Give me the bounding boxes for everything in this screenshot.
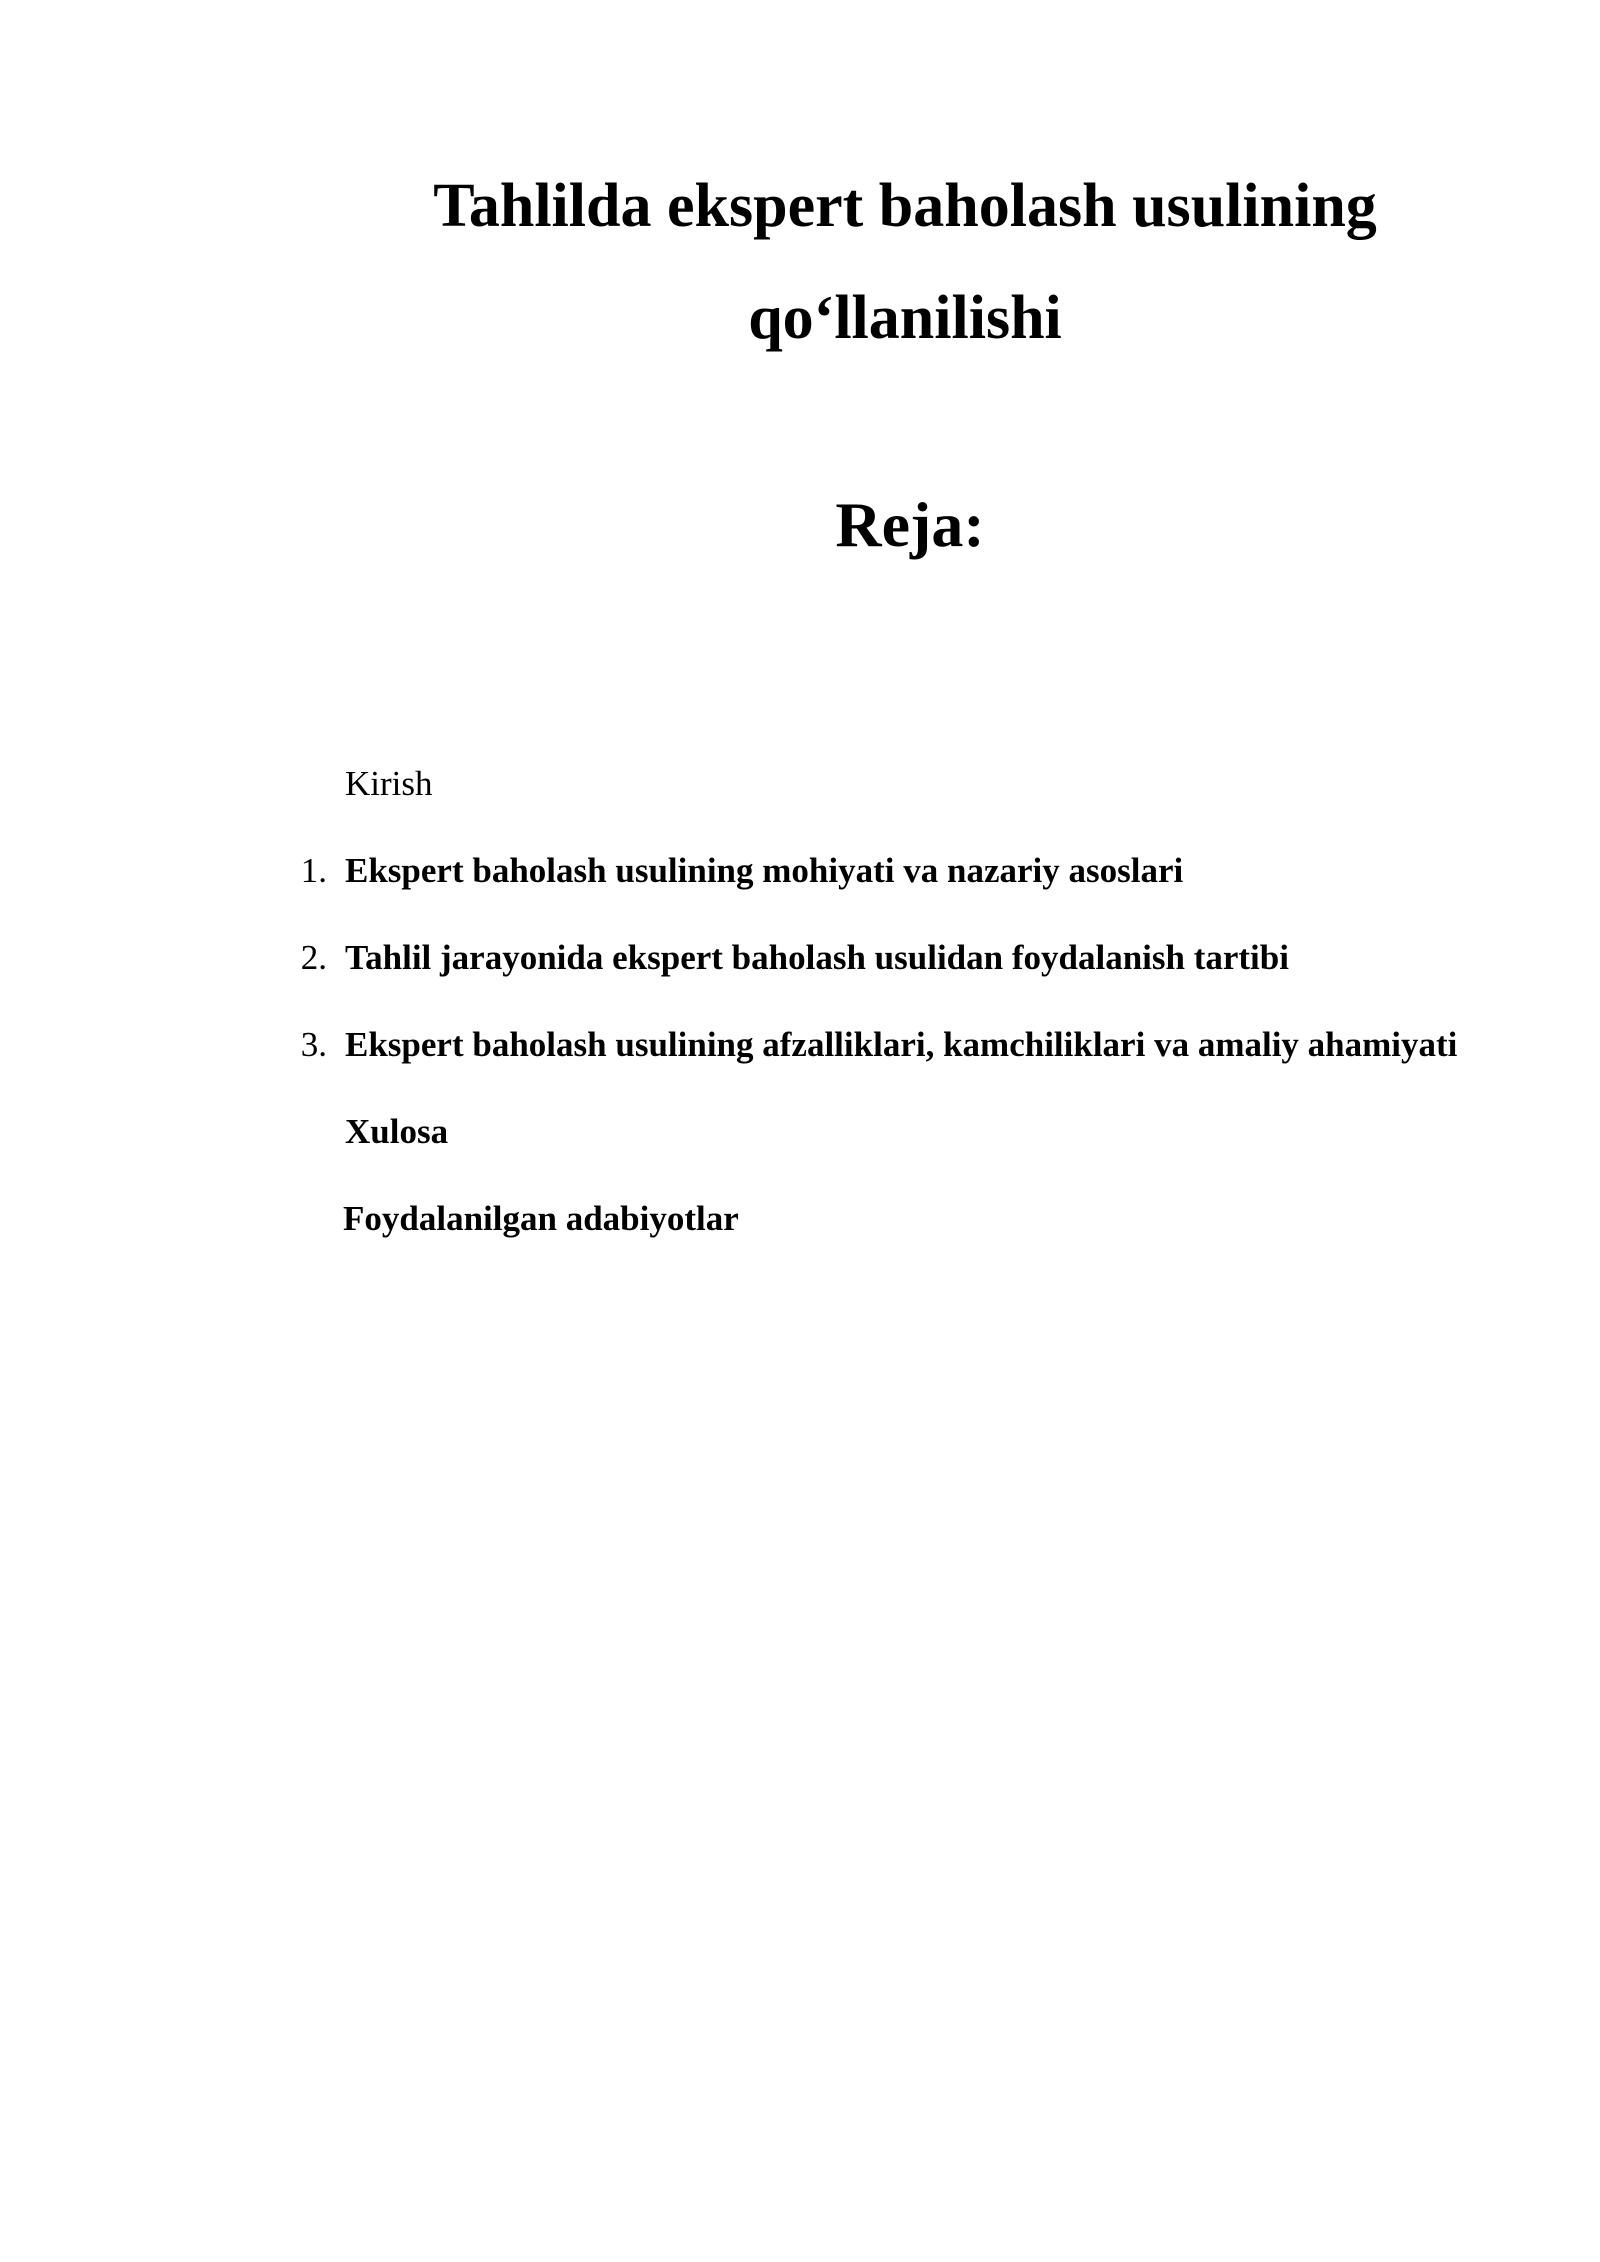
title-line-2: qo‘llanilishi <box>748 284 1062 352</box>
plan-item-number: 3. <box>300 1025 327 1064</box>
plan-references <box>272 1175 1487 1262</box>
plan-intro-text: Kirish <box>345 764 433 803</box>
plan-item-number: 2. <box>300 938 327 977</box>
document-title <box>380 150 1430 374</box>
plan-intro <box>272 740 1487 827</box>
plan-item <box>272 1001 1487 1088</box>
plan-item-text: Ekspert baholash usulining afzalliklari, kamchiliklari va amaliy ahamiyati <box>345 1025 1458 1064</box>
plan-heading: Reja: <box>835 489 985 560</box>
plan-item <box>272 914 1487 1001</box>
plan-item-text: Ekspert baholash usulining mohiyati va nazariy asoslari <box>345 851 1184 890</box>
plan-conclusion <box>272 1088 1487 1175</box>
plan-item <box>272 827 1487 914</box>
plan-references-text: Foydalanilgan adabiyotlar <box>343 1199 739 1238</box>
plan-conclusion-text: Xulosa <box>345 1112 449 1151</box>
title-line-1: Tahlilda ekspert baholash usulining <box>433 172 1377 240</box>
plan-item-number: 1. <box>300 851 327 890</box>
plan-list <box>272 740 1487 1262</box>
plan-item-text: Tahlil jarayonida ekspert baholash usulidan foydalanish tartibi <box>345 938 1289 977</box>
